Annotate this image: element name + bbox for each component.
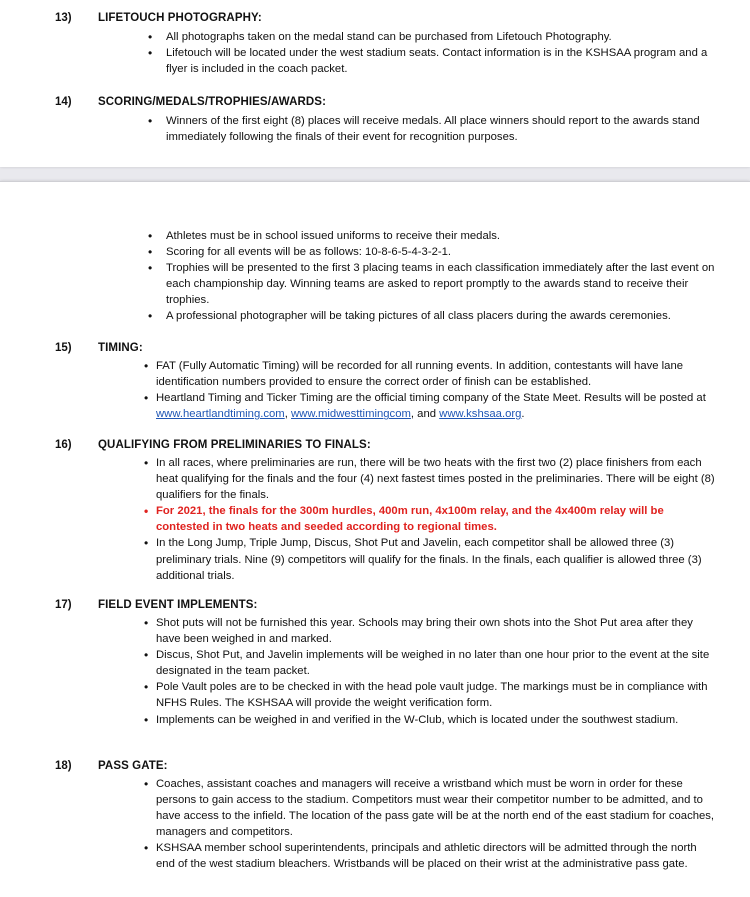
list-item: • In all races, where preliminaries are run, there will be two heats with the first two (2) place finishers from each heat qualifying for the finals and the four (4) next fastest times posted in the preliminaries. There will be eight (8) qualifiers for the finals. xyxy=(142,455,717,503)
section-title: FIELD EVENT IMPLEMENTS: xyxy=(98,599,258,611)
document-page-bottom xyxy=(0,181,750,897)
list-item: • Trophies will be presented to the first 3 placing teams in each classification immediately after the last event on each championship day. Winning teams are asked to report promptly to the awards stand to receive their trophies. xyxy=(146,260,716,308)
bullet-list xyxy=(146,113,716,145)
link-heartland-timing[interactable]: www.heartlandtiming.com xyxy=(156,408,285,421)
list-item: • All photographs taken on the medal stand can be purchased from Lifetouch Photography. xyxy=(146,29,716,45)
list-item: • KSHSAA member school superintendents, principals and athletic directors will be admitted through the north end of the west stadium bleachers. Wristbands will be placed on their wrist at the administrative pass gate. xyxy=(142,840,717,872)
bullet-list xyxy=(146,29,716,77)
list-item: • Coaches, assistant coaches and managers will receive a wristband which must be worn in order for these persons to gain access to the stadium. Competitors must wear their competitor number to be admitted, and to have access to the infield. The location of the pass gate will be at the north end of the east stadium for coaches, managers and competitors. xyxy=(142,776,717,840)
bullet-list xyxy=(146,228,716,325)
section-number: 18) xyxy=(55,760,72,772)
list-item: • Discus, Shot Put, and Javelin implements will be weighed in no later than one hour prior to the event at the site designated in the team packet. xyxy=(142,647,717,679)
section-number: 17) xyxy=(55,599,72,611)
section-title: QUALIFYING FROM PRELIMINARIES TO FINALS: xyxy=(98,439,371,451)
link-midwest-timing[interactable]: www.midwesttimingcom xyxy=(291,408,411,421)
link-separator: , xyxy=(284,408,291,421)
bullet-list xyxy=(142,615,717,728)
list-item-text: Heartland Timing and Ticker Timing are the official timing company of the State Meet. Results will be posted at xyxy=(156,392,706,405)
list-item: • A professional photographer will be taking pictures of all class placers during the awards ceremonies. xyxy=(146,308,716,324)
bullet-list xyxy=(142,358,717,422)
list-item: • Implements can be weighed in and verified in the W-Club, which is located under the southwest stadium. xyxy=(142,712,717,728)
section-title: TIMING: xyxy=(98,342,143,354)
sentence-end: . xyxy=(521,408,525,421)
list-item: • Winners of the first eight (8) places will receive medals. All place winners should report to the awards stand immediately following the finals of their event for recognition purposes. xyxy=(146,113,716,145)
list-item: • Scoring for all events will be as follows: 10-8-6-5-4-3-2-1. xyxy=(146,244,716,260)
section-title: PASS GATE: xyxy=(98,760,168,772)
list-item: • FAT (Fully Automatic Timing) will be recorded for all running events. In addition, contestants will have lane identification numbers provided to ensure the correct order of finish can be established. xyxy=(142,358,717,390)
list-item xyxy=(142,390,717,422)
section-title: SCORING/MEDALS/TROPHIES/AWARDS: xyxy=(98,96,327,108)
section-number: 15) xyxy=(55,342,72,354)
list-item: • In the Long Jump, Triple Jump, Discus, Shot Put and Javelin, each competitor shall be allowed three (3) preliminary trials. Nine (9) competitors will qualify for the finals. In the finals, each qualifier is allowed three (3) additional trials. xyxy=(142,535,717,583)
link-separator: , and xyxy=(410,408,440,421)
section-number: 14) xyxy=(55,96,72,108)
list-item: • Athletes must be in school issued uniforms to receive their medals. xyxy=(146,228,716,244)
highlighted-list-item: • For 2021, the finals for the 300m hurdles, 400m run, 4x100m relay, and the 4x400m relay will be contested in two heats and seeded according to regional times. xyxy=(142,503,717,535)
list-item: • Pole Vault poles are to be checked in with the head pole vault judge. The markings must be in compliance with NFHS Rules. The KSHSAA will provide the weight verification form. xyxy=(142,679,717,711)
list-item: • Lifetouch will be located under the west stadium seats. Contact information is in the KSHSAA program and a flyer is included in the coach packet. xyxy=(146,45,716,77)
bullet-list xyxy=(142,776,717,873)
section-title: LIFETOUCH PHOTOGRAPHY: xyxy=(98,12,262,24)
link-kshsaa[interactable]: www.kshsaa.org xyxy=(439,408,522,421)
bullet-list xyxy=(142,455,717,584)
list-item: • Shot puts will not be furnished this year. Schools may bring their own shots into the Shot Put area after they have been weighed in and marked. xyxy=(142,615,717,647)
section-number: 16) xyxy=(55,439,72,451)
document-page-top xyxy=(0,0,750,167)
section-number: 13) xyxy=(55,12,72,24)
